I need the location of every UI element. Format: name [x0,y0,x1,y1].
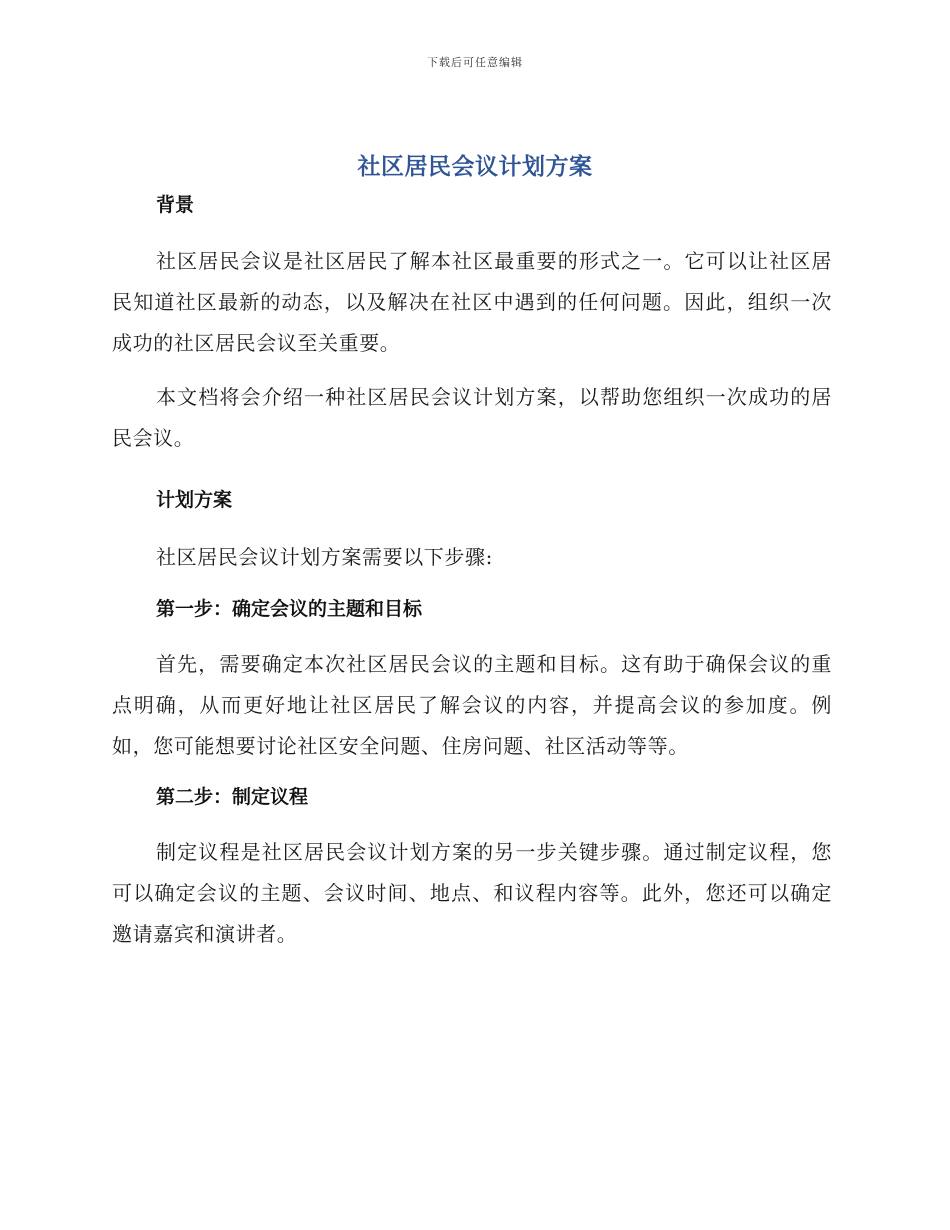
section-heading-plan: 计划方案 [156,489,233,511]
section-heading-step2: 第二步：制定议程 [156,786,309,808]
document-body [112,190,832,955]
paragraph-background-2: 本文档将会介绍一种社区居民会议计划方案，以帮助您组织一次成功的居民会议。 [112,385,832,450]
paragraph-step1: 首先，需要确定本次社区居民会议的主题和目标。这有助于确保会议的重点明确，从而更好地让社区居民了解会议的内容，并提高会议的参加度。例如，您可能想要讨论社区安全问题、住房问题、社区活动等等。 [112,652,832,758]
paragraph-step2: 制定议程是社区居民会议计划方案的另一步关键步骤。通过制定议程，您可以确定会议的主题、会议时间、地点、和议程内容等。此外，您还可以确定邀请嘉宾和演讲者。 [112,840,832,946]
section-heading-step1: 第一步：确定会议的主题和目标 [156,598,423,620]
paragraph-background-1: 社区居民会议是社区居民了解本社区最重要的形式之一。它可以让社区居民知道社区最新的动态，以及解决在社区中遇到的任何问题。因此，组织一次成功的社区居民会议至关重要。 [112,249,832,355]
header-note: 下载后可任意编辑 [427,56,523,69]
section-heading-background: 背景 [156,194,195,216]
document-title: 社区居民会议计划方案 [357,154,593,180]
paragraph-plan-intro: 社区居民会议计划方案需要以下步骤: [156,545,493,569]
